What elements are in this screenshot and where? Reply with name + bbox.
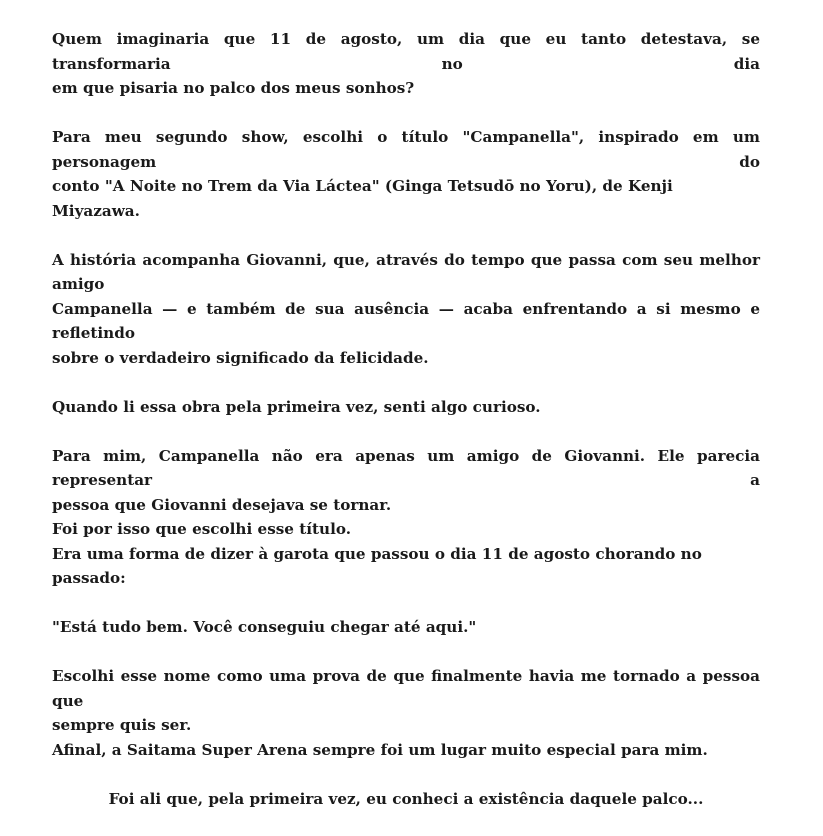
paragraph-1 [52, 27, 760, 101]
text-line: conto "A Noite no Trem da Via Láctea" (Ginga Tetsudō no Yoru), de Kenji Miyazawa. [52, 177, 673, 220]
text-line: Foi por isso que escolhi esse título. [52, 520, 352, 538]
text-line: Afinal, a Saitama Super Arena sempre foi um lugar muito especial para mim. [52, 740, 708, 759]
paragraph-4 [52, 395, 760, 420]
text-line: Quando li essa obra pela primeira vez, senti algo curioso. [52, 397, 541, 416]
text-line: Escolhi esse nome como uma prova de que finalmente havia me tornado a pessoa que [52, 667, 760, 710]
document-body [52, 27, 760, 836]
text-line: Campanella — e também de sua ausência — acaba enfrentando a si mesmo e refletindo [52, 299, 760, 342]
text-line: "Está tudo bem. Você conseguiu chegar até aqui." [52, 618, 477, 636]
text-line: A história acompanha Giovanni, que, através do tempo que passa com seu melhor amigo [52, 250, 760, 293]
text-line: pessoa que Giovanni desejava se tornar. [52, 495, 392, 514]
text-line: Foi ali que, pela primeira vez, eu conheci a existência daquele palco... [108, 789, 704, 808]
text-line: Quem imaginaria que 11 de agosto, um dia que eu tanto detestava, se transformaria no dia [52, 30, 760, 73]
paragraph-2 [52, 125, 760, 223]
paragraph-3 [52, 248, 760, 371]
text-line: sempre quis ser. [52, 716, 192, 734]
text-line: sobre o verdadeiro significado da felicidade. [52, 348, 429, 367]
text-line: em que pisaria no palco dos meus sonhos? [52, 79, 415, 97]
paragraph-5 [52, 444, 760, 591]
closing-line [52, 787, 760, 812]
paragraph-7 [52, 664, 760, 762]
text-line: Para mim, Campanella não era apenas um amigo de Giovanni. Ele parecia representar a [52, 446, 760, 489]
text-line: Era uma forma de dizer à garota que passou o dia 11 de agosto chorando no passado: [52, 544, 702, 587]
text-line: Para meu segundo show, escolhi o título "Campanella", inspirado em um personagem do [52, 128, 760, 171]
quote-paragraph [52, 615, 760, 640]
